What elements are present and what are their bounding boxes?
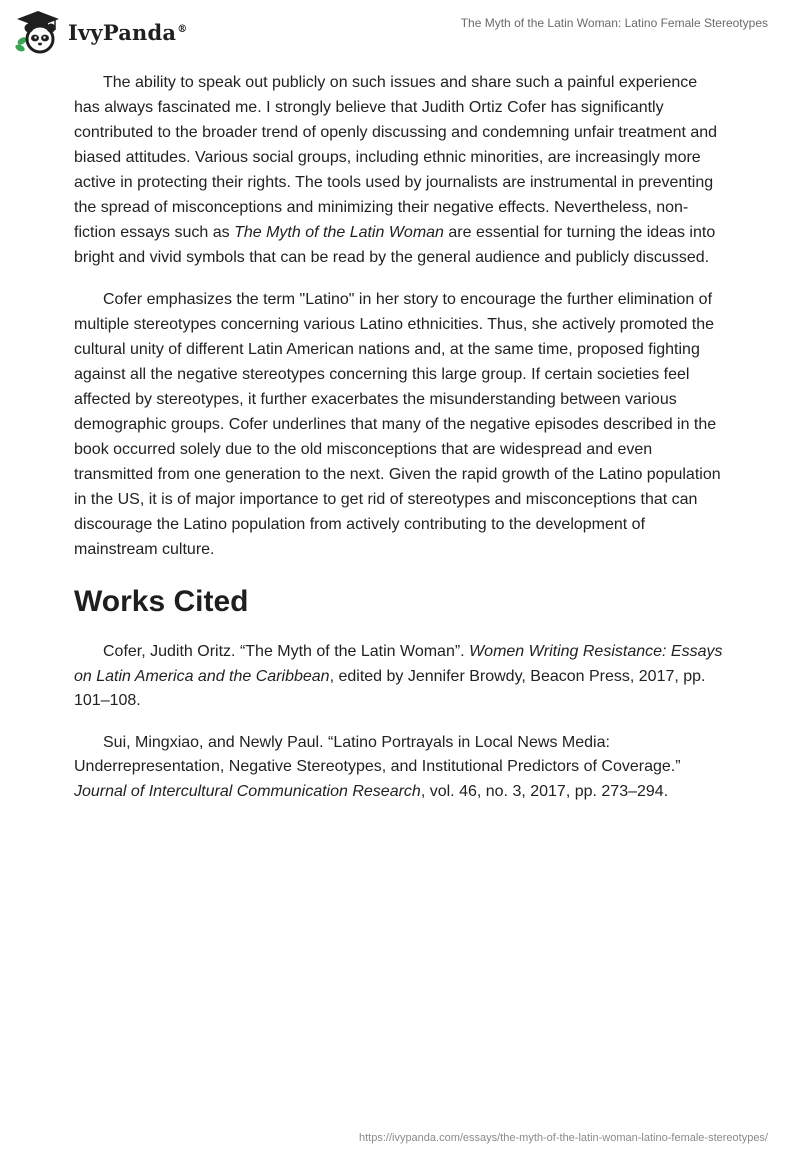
citation-source-italic: Women Writing Resistance: Essays on Latin America and the Caribbean (74, 643, 723, 685)
document-title: The Myth of the Latin Woman: Latino Female Stereotypes (460, 16, 768, 30)
citation-entry: Sui, Mingxiao, and Newly Paul. “Latino Portrayals in Local News Media: Underrepresentation, Negative Stereotypes, and Institutional Predictors of Coverage.” Journal of Intercultural Communication Research, vol. 46, no. 3, 2017, pp. 273–294. (74, 733, 681, 800)
source-url-link[interactable]: https://ivypanda.com/essays/the-myth-of-the-latin-woman-latino-female-stereotypes/ (358, 1132, 768, 1144)
panda-graduation-cap-icon (14, 8, 62, 56)
page-header (0, 0, 800, 60)
citation-entry: Cofer, Judith Oritz. “The Myth of the Latin Woman”. Women Writing Resistance: Essays on Latin America and the Caribbean, edited by Jennifer Browdy, Beacon Press, 2017, pp. 101–108. (74, 643, 723, 709)
works-cited-heading: Works Cited (74, 585, 249, 618)
registered-mark: ® (177, 23, 188, 35)
citation-source-italic: Journal of Intercultural Communication Research (74, 782, 421, 800)
ivypanda-logo[interactable] (14, 8, 187, 56)
body-paragraph: The ability to speak out publicly on such issues and share such a painful experience has always fascinated me. I strongly believe that Judith Ortiz Cofer has significantly contributed to the broader trend of openly discussing and condemning unfair treatment and biased attitudes. Various social groups, including ethnic minorities, are increasingly more active in protecting their rights. The tools used by journalists are instrumental in preventing the spread of misconceptions and minimizing their negative effects. Nevertheless, non-fiction essays such as The Myth of the Latin Woman are essential for turning the ideas into bright and vivid symbols that can be read by the general audience and publicly discussed. (74, 74, 718, 266)
essay-content (74, 70, 726, 821)
body-paragraph: Cofer emphasizes the term "Latino" in her story to encourage the further elimination of multiple stereotypes concerning various Latino ethnicities. Thus, she actively promoted the cultural unity of different Latin American nations and, at the same time, proposed fighting against all the negative stereotypes concerning this large group. If certain societies feel affected by stereotypes, it further exacerbates the misunderstanding between various demographic groups. Cofer underlines that many of the negative episodes described in the book occurred solely due to the old misconceptions that are widespread and even transmitted from one generation to the next. Given the rapid growth of the Latino population in the US, it is of major importance to get rid of stereotypes and misconceptions that can discourage the Latino population from actively contributing to the development of mainstream culture. (74, 291, 721, 558)
essay-title-italic: The Myth of the Latin Woman (234, 224, 444, 241)
brand-name: IvyPanda® (68, 19, 188, 45)
